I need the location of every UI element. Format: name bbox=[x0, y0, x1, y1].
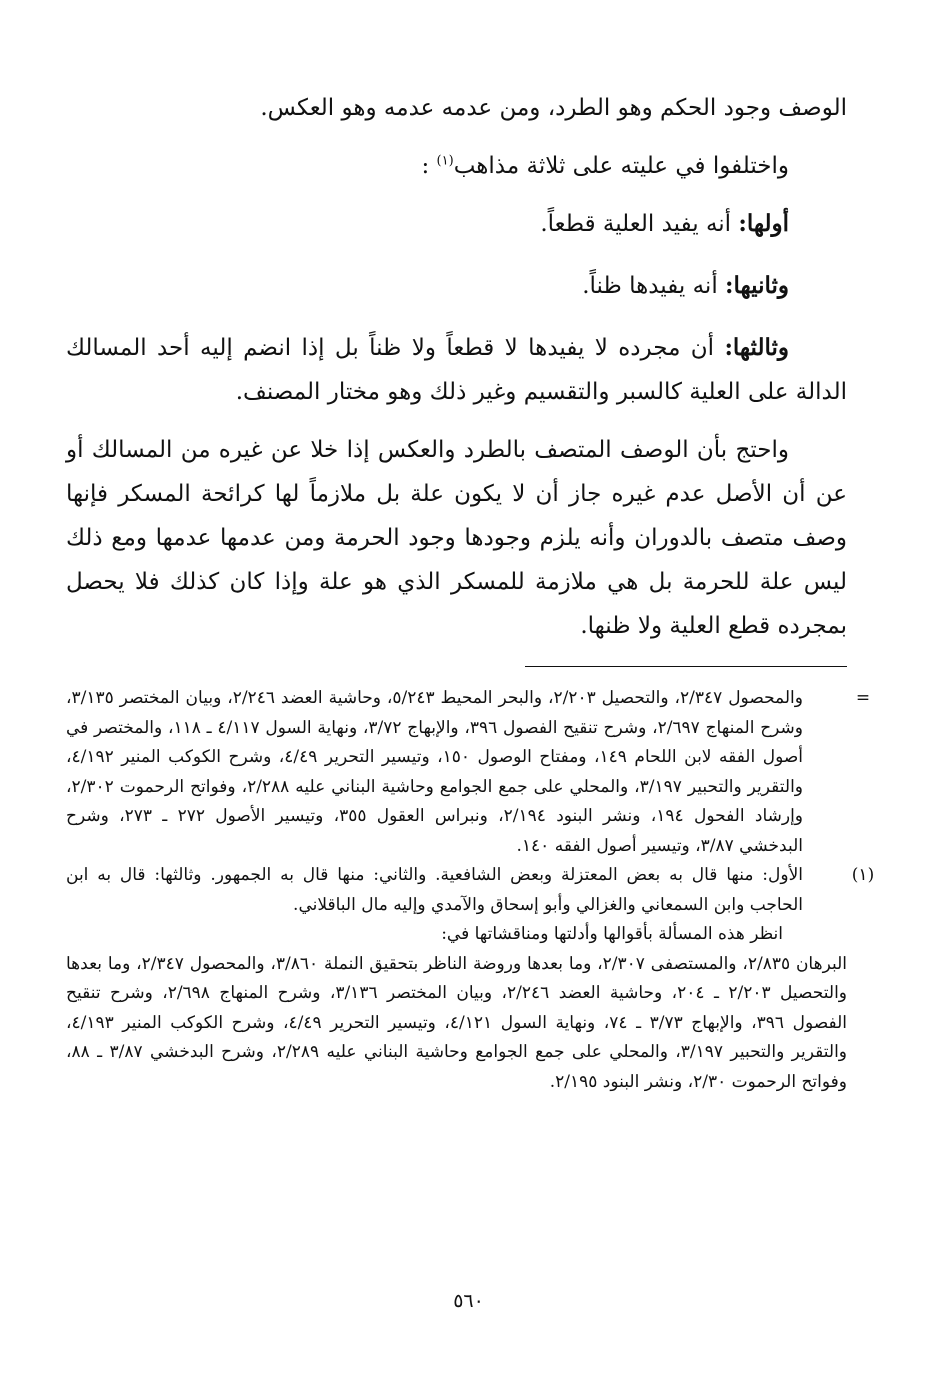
footnote-separator bbox=[525, 666, 847, 667]
footnote-1 bbox=[66, 861, 875, 1097]
paragraph-1: الوصف وجود الحكم وهو الطرد، ومن عدمه عدمه وهو العكس. bbox=[260, 95, 847, 121]
third-view-text: أن مجرده لا يفيدها لا قطعاً ولا ظناً بل إذا انضم إليه أحد المسالك الدالة على العلية كالسبر والتقسيم وغير ذلك وهو مختار المصنف. bbox=[66, 335, 847, 405]
main-text bbox=[66, 86, 847, 648]
second-view-text: أنه يفيدها ظناً. bbox=[582, 273, 718, 299]
continuation-mark: = bbox=[855, 688, 871, 708]
paragraph-third-view bbox=[66, 326, 847, 414]
paragraph-2-text: واختلفوا في عليته على ثلاثة مذاهب bbox=[453, 153, 789, 179]
paragraph-second-view bbox=[66, 264, 847, 308]
footnote-continuation bbox=[66, 684, 871, 861]
paragraph-argument: واحتج بأن الوصف المتصف بالطرد والعكس إذا خلا عن غيره من المسالك أو عن أن الأصل عدم غيره جاز أن لا يكون علة بل ملازماً لها كرائحة المسكر فإنها وصف متصف بالدوران وأنه يلزم وجودها وجود الحرمة ومن عدمها عدمها ومع ذلك ليس علة للحرمة بل هي ملازمة للمسكر الذي هو علة وإذا كان كذلك فلا يحصل بمجرده قطع العلية ولا ظنها. bbox=[66, 437, 847, 639]
footnotes bbox=[66, 684, 875, 1097]
footnote-1-mark: (١) bbox=[851, 865, 875, 885]
paragraph-2-colon: : bbox=[421, 153, 430, 179]
footnote-1-text: الأول: منها قال به بعض المعتزلة وبعض الشافعية. والثاني: منها قال به الجمهور. وثالثها: قال به ابن الحاجب وابن السمعاني والغزالي وأبو إسحاق والآمدي وإليه مال الباقلاني. bbox=[66, 865, 803, 915]
first-view-text: أنه يفيد العلية قطعاً. bbox=[540, 211, 732, 237]
paragraph-first-view bbox=[66, 202, 847, 246]
second-view-label: وثانيها: bbox=[725, 272, 789, 299]
first-view-label: أولها: bbox=[738, 210, 789, 237]
third-view-label: وثالثها: bbox=[724, 334, 790, 361]
page bbox=[66, 86, 875, 1092]
footnote-1-references: البرهان ٢/٨٣٥، والمستصفى ٢/٣٠٧، وما بعدها وروضة الناظر بتحقيق النملة ٣/٨٦٠، والمحصول ٢/٣٤٧، وما بعدها والتحصيل ٢/٢٠٣ ـ ٢٠٤، وحاشية العضد ٢/٢٤٦، وبيان المختصر ٣/١٣٦، وشرح المنهاج ٢/٦٩٨، وشرح تنقيح الفصول ٣٩٦، والإبهاج ٣/٧٣ ـ ٧٤، ونهاية السول ٤/١٢١، وتيسير التحرير ٤/٤٩، وشرح الكوكب المنير ٤/١٩٣، والتقرير والتحبير ٣/١٩٧، والمحلي على جمع الجوامع وحاشية البناني عليه ٢/٢٨٩، وشرح البدخشي ٣/٨٧ ـ ٨٨، وفواتح الرحموت ٢/٣٠، ونشر البنود ٢/١٩٥. bbox=[66, 953, 848, 1092]
page-number: ٥٦٠ bbox=[453, 1290, 484, 1312]
footnote-ref-1[interactable]: (١) bbox=[436, 153, 454, 169]
paragraph-2 bbox=[66, 144, 847, 188]
footnote-1-intro: انظر هذه المسألة بأقوالها وأدلتها ومناقشاتها في: bbox=[441, 924, 783, 944]
continuation-text: والمحصول ٢/٣٤٧، والتحصيل ٢/٢٠٣، والبحر المحيط ٥/٢٤٣، وحاشية العضد ٢/٢٤٦، وبيان المختصر ٣/١٣٥، وشرح المنهاج ٢/٦٩٧، وشرح تنقيح الفصول ٣٩٦، والإبهاج ٣/٧٢، ونهاية السول ٤/١١٧ ـ ١١٨، والمختصر في أصول الفقه لابن اللحام ١٤٩، ومفتاح الوصول ١٥٠، وتيسير التحرير ٤/٤٩، وشرح الكوكب المنير ٤/١٩٢، والتقرير والتحبير ٣/١٩٧، والمحلي على جمع الجوامع وحاشية البناني عليه ٢/٢٨٨، وفواتح الرحموت ٢/٣٠٢، وإرشاد الفحول ١٩٤، ونشر البنود ٢/١٩٤، ونبراس العقول ٣٥٥، وتيسير الأصول ٢٧٢ ـ ٢٧٣، وشرح البدخشي ٣/٨٧، وتيسير أصول الفقه ١٤٠. bbox=[66, 688, 804, 856]
